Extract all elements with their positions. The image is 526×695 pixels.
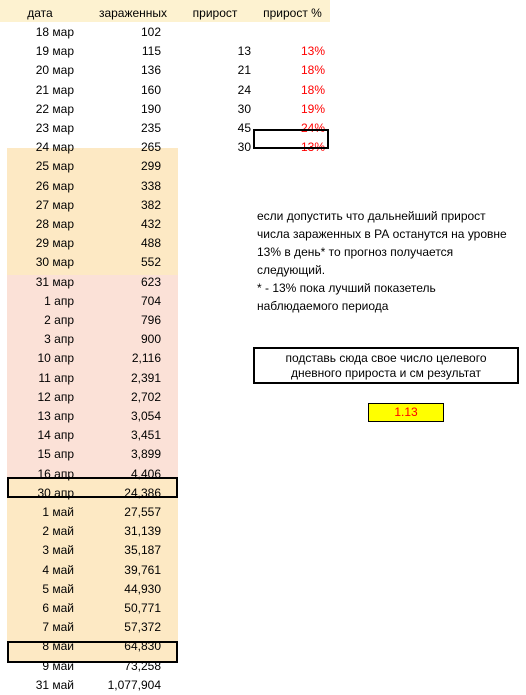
growth-pct-cell[interactable]: [259, 522, 325, 541]
date-cell[interactable]: 28 мар: [35, 217, 74, 231]
growth-cell[interactable]: [220, 676, 251, 695]
growth-pct-cell[interactable]: [259, 484, 325, 503]
growth-cell[interactable]: 21: [237, 63, 251, 78]
table-row: [0, 580, 526, 599]
growth-pct-cell[interactable]: [259, 618, 325, 637]
infected-cell[interactable]: 50,771: [124, 601, 161, 615]
infected-cell[interactable]: 796: [140, 313, 161, 327]
table-row: [0, 61, 526, 80]
infected-cell[interactable]: 31,139: [124, 524, 161, 539]
infected-cell[interactable]: 382: [140, 197, 161, 212]
infected-cell[interactable]: 265: [140, 140, 161, 155]
growth-cell[interactable]: [220, 273, 251, 292]
infected-cell[interactable]: 57,372: [124, 620, 161, 635]
infected-cell[interactable]: 190: [140, 101, 161, 116]
growth-pct-cell[interactable]: [259, 465, 325, 484]
infected-cell[interactable]: 73,258: [124, 658, 161, 673]
date-cell[interactable]: 19 мар: [35, 44, 74, 59]
infected-cell[interactable]: 4,406: [130, 466, 161, 481]
table-row: [0, 407, 526, 426]
header-growth: прирост: [192, 6, 238, 20]
date-cell[interactable]: 8 май: [42, 639, 74, 654]
growth-cell[interactable]: [220, 215, 251, 234]
growth-cell[interactable]: [220, 292, 251, 311]
date-cell[interactable]: 20 мар: [35, 63, 74, 78]
date-cell[interactable]: 31 мар: [35, 274, 74, 289]
may-31-highlight-box: [7, 641, 178, 663]
growth-pct-cell[interactable]: 18%: [300, 82, 325, 97]
growth-pct-cell[interactable]: [259, 426, 325, 445]
date-cell[interactable]: 18 мар: [35, 25, 74, 39]
growth-pct-cell[interactable]: 24%: [300, 121, 325, 135]
table-row: [0, 618, 526, 637]
growth-cell[interactable]: [220, 349, 251, 368]
growth-cell[interactable]: [220, 541, 251, 560]
date-cell[interactable]: 27 мар: [35, 197, 74, 212]
growth-cell[interactable]: 13: [237, 44, 251, 59]
header-infected: зараженных: [98, 6, 168, 20]
date-cell[interactable]: 3 апр: [44, 332, 74, 347]
growth-cell[interactable]: [220, 23, 251, 42]
growth-pct-cell[interactable]: [259, 503, 325, 522]
infected-cell[interactable]: 27,557: [124, 505, 161, 519]
growth-cell[interactable]: 24: [237, 82, 251, 97]
infected-cell[interactable]: 704: [140, 293, 161, 308]
infected-cell[interactable]: 235: [140, 121, 161, 135]
growth-cell[interactable]: 30: [237, 101, 251, 116]
table-row: [0, 100, 526, 119]
table-row: [0, 388, 526, 407]
infected-cell[interactable]: 552: [140, 255, 161, 270]
infected-cell[interactable]: 136: [140, 63, 161, 78]
table-row: [0, 541, 526, 560]
date-cell[interactable]: 10 апр: [37, 351, 74, 366]
date-cell[interactable]: 4 май: [42, 562, 74, 577]
growth-cell[interactable]: [220, 407, 251, 426]
date-cell[interactable]: 2 май: [42, 524, 74, 539]
growth-pct-cell[interactable]: [259, 580, 325, 599]
infected-cell[interactable]: 3,899: [130, 447, 161, 462]
growth-pct-cell[interactable]: 13%: [300, 44, 325, 59]
infected-cell[interactable]: 299: [140, 159, 161, 174]
infected-cell[interactable]: 102: [140, 25, 161, 39]
date-cell[interactable]: 5 май: [42, 581, 74, 596]
growth-pct-cell[interactable]: [259, 599, 325, 618]
growth-cell[interactable]: [220, 445, 251, 464]
note-line: наблюдаемого периода: [257, 299, 389, 313]
growth-cell[interactable]: [220, 580, 251, 599]
growth-pct-cell[interactable]: 19%: [300, 101, 325, 116]
note-line: следующий.: [257, 263, 326, 277]
date-cell[interactable]: 29 мар: [35, 236, 74, 251]
date-cell[interactable]: 14 апр: [37, 428, 74, 443]
growth-cell[interactable]: [220, 522, 251, 541]
date-cell[interactable]: 30 мар: [35, 255, 74, 270]
header-row: [0, 4, 526, 23]
growth-cell[interactable]: [220, 484, 251, 503]
note-line: числа зараженных в РА останутся на уровне: [257, 227, 507, 241]
date-cell[interactable]: 12 апр: [37, 389, 74, 404]
date-cell[interactable]: 16 апр: [37, 466, 74, 481]
infected-cell[interactable]: 24,386: [124, 485, 161, 500]
growth-cell[interactable]: [220, 388, 251, 407]
table-row: [0, 561, 526, 580]
growth-cell[interactable]: [220, 657, 251, 676]
growth-cell[interactable]: [220, 503, 251, 522]
growth-cell[interactable]: [220, 637, 251, 656]
table-row: [0, 503, 526, 522]
table-row: [0, 157, 526, 176]
infected-cell[interactable]: 35,187: [124, 543, 161, 558]
table-row: [0, 177, 526, 196]
growth-factor-input[interactable]: 1.13: [368, 403, 444, 422]
growth-pct-cell[interactable]: [259, 445, 325, 464]
growth-pct-cell[interactable]: 18%: [300, 63, 325, 78]
input-prompt-box: [253, 347, 519, 384]
header-growth-pct: прирост %: [263, 6, 322, 20]
growth-cell[interactable]: [220, 599, 251, 618]
table-row: [0, 522, 526, 541]
header-date: дата: [27, 6, 53, 20]
growth-pct-cell[interactable]: [259, 561, 325, 580]
growth-cell[interactable]: [220, 177, 251, 196]
infected-cell[interactable]: 338: [140, 178, 161, 193]
date-cell[interactable]: 13 апр: [37, 409, 74, 423]
growth-pct-cell[interactable]: 13%: [300, 140, 325, 155]
note-line: 13% в день* то прогноз получается: [257, 245, 454, 259]
date-cell[interactable]: 26 мар: [35, 178, 74, 193]
table-row: [0, 599, 526, 618]
infected-cell[interactable]: 2,391: [130, 370, 161, 385]
infected-cell[interactable]: 39,761: [124, 562, 161, 577]
date-cell[interactable]: 11 апр: [38, 370, 74, 385]
date-cell[interactable]: 30 апр: [37, 485, 74, 500]
date-cell[interactable]: 25 мар: [35, 159, 74, 174]
date-cell[interactable]: 15 апр: [37, 447, 74, 462]
date-cell[interactable]: 23 мар: [35, 121, 74, 135]
infected-cell[interactable]: 115: [141, 44, 161, 59]
date-cell[interactable]: 21 мар: [35, 82, 74, 97]
table-row: [0, 23, 526, 42]
forecast-note: [257, 207, 519, 315]
growth-pct-cell[interactable]: [259, 637, 325, 656]
infected-cell[interactable]: 2,702: [130, 389, 161, 404]
date-cell[interactable]: 6 май: [42, 601, 74, 615]
growth-pct-cell[interactable]: [259, 541, 325, 560]
infected-cell[interactable]: 900: [140, 332, 161, 347]
infected-cell[interactable]: 64,830: [124, 639, 161, 654]
note-line: если допустить что дальнейший прирост: [257, 209, 486, 223]
growth-cell[interactable]: [220, 369, 251, 388]
growth-cell[interactable]: [220, 426, 251, 445]
table-row: [0, 426, 526, 445]
input-prompt-line: дневного прироста и см результат: [290, 366, 482, 380]
growth-pct-cell[interactable]: [259, 23, 325, 42]
input-prompt-line: подставь сюда свое число целевого: [285, 351, 487, 365]
table-row: [0, 81, 526, 100]
growth-cell[interactable]: [220, 330, 251, 349]
note-line: * - 13% пока лучший показетель: [257, 281, 436, 295]
date-cell[interactable]: 1 май: [42, 505, 74, 519]
growth-pct-cell[interactable]: [259, 157, 325, 176]
table-row: [0, 445, 526, 464]
infected-cell[interactable]: 3,054: [130, 409, 161, 423]
date-cell[interactable]: 2 апр: [44, 313, 74, 327]
growth-cell[interactable]: [220, 618, 251, 637]
growth-pct-cell[interactable]: [259, 177, 325, 196]
infected-cell[interactable]: 488: [140, 236, 161, 251]
date-cell[interactable]: 24 мар: [35, 140, 74, 155]
growth-cell[interactable]: 30: [237, 140, 251, 155]
date-cell[interactable]: 1 апр: [44, 293, 74, 308]
growth-pct-cell[interactable]: [259, 657, 325, 676]
table-row: [0, 42, 526, 61]
growth-cell[interactable]: [220, 196, 251, 215]
date-cell[interactable]: 31 май: [35, 677, 74, 692]
growth-cell[interactable]: [220, 311, 251, 330]
growth-cell[interactable]: [220, 234, 251, 253]
date-cell[interactable]: 7 май: [42, 620, 74, 635]
growth-pct-cell[interactable]: [259, 407, 325, 426]
growth-cell[interactable]: 45: [237, 121, 251, 135]
growth-cell[interactable]: [220, 465, 251, 484]
growth-cell[interactable]: [220, 157, 251, 176]
infected-cell[interactable]: 432: [140, 217, 161, 231]
may-1-highlight-box: [7, 477, 178, 498]
infected-cell[interactable]: 44,930: [124, 581, 161, 596]
date-cell[interactable]: 3 май: [42, 543, 74, 558]
growth-pct-cell[interactable]: [259, 676, 325, 695]
infected-cell[interactable]: 1,077,904: [107, 677, 161, 692]
date-cell[interactable]: 9 май: [42, 658, 74, 673]
growth-cell[interactable]: [220, 561, 251, 580]
infected-cell[interactable]: 160: [140, 82, 161, 97]
table-row: [0, 676, 526, 695]
selected-cell-box[interactable]: [253, 129, 329, 149]
infected-cell[interactable]: 623: [140, 274, 161, 289]
growth-cell[interactable]: [220, 253, 251, 272]
growth-pct-cell[interactable]: [259, 388, 325, 407]
date-cell[interactable]: 22 мар: [35, 101, 74, 116]
infected-cell[interactable]: 3,451: [130, 428, 161, 443]
infected-cell[interactable]: 2,116: [131, 351, 161, 366]
